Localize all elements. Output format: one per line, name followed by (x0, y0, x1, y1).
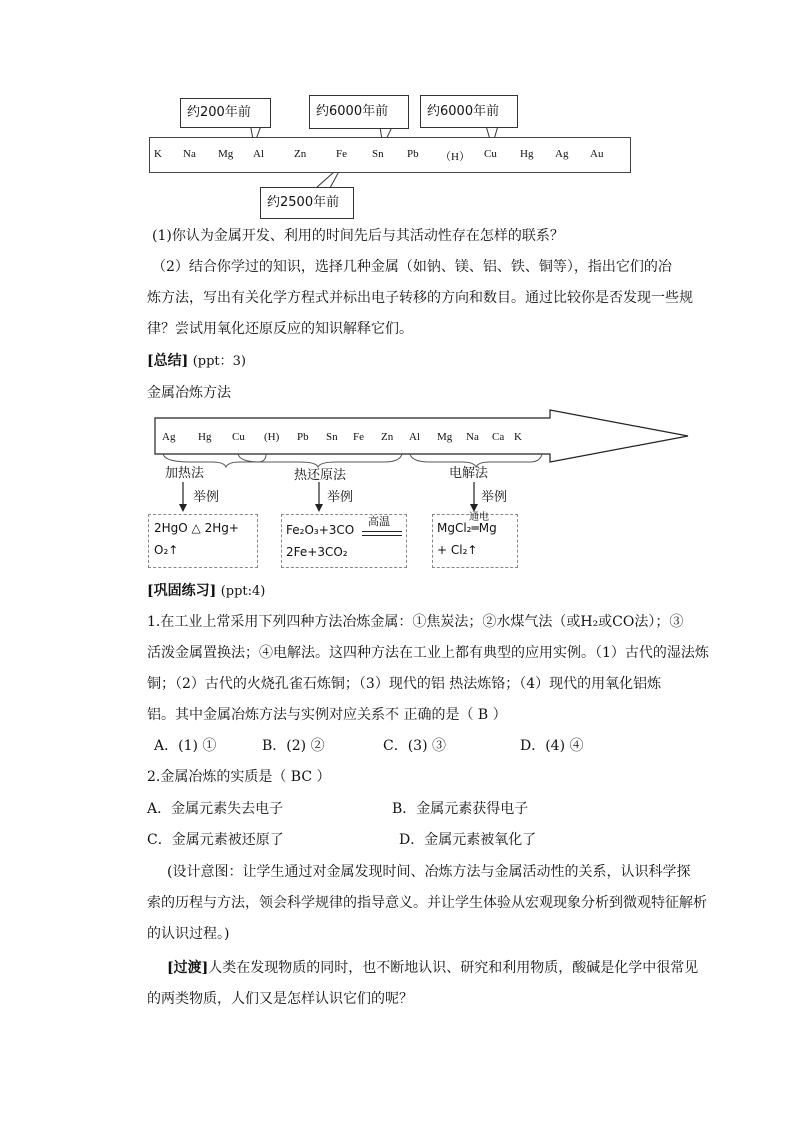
summary-title: 金属冶炼方法 (147, 385, 231, 401)
option-b: B．金属元素获得电子 (392, 801, 529, 817)
option-d: D．金属元素被氧化了 (399, 832, 537, 848)
practice-q1-line: 活泼金属置换法；④电解法。这四种方法在工业上都有典型的应用实例。（1）古代的湿法炼 (147, 645, 709, 661)
option-c: C．(3) ③ (383, 738, 446, 754)
arrow-metal: Mg (437, 431, 453, 443)
option-d: D．(4) ④ (520, 738, 584, 754)
seq-metal: Mg (218, 148, 234, 160)
arrow-metal: Al (409, 431, 420, 443)
question-1: (1)你认为金属开发、利用的时间先后与其活动性存在怎样的联系？ (152, 228, 564, 244)
practice-q1-line: 铝。其中金属冶炼方法与实例对应关系不 正确的是（ B ） (147, 707, 507, 723)
arrow-metal: Pb (297, 431, 309, 443)
reaction-condition: 高温 (368, 515, 390, 528)
callout-200-years: 约200年前 (180, 98, 271, 128)
equals-sign (362, 531, 402, 536)
example-heating-box (148, 514, 258, 568)
design-intent-line: (设计意图：让学生通过对金属发现时间、冶炼方法与金属活动性的关系，认识科学探 (167, 864, 691, 880)
question-2-line: 炼方法，写出有关化学方程式并标出电子转移的方向和数目。通过比较你是否发现一些规 (147, 290, 693, 306)
seq-metal: （H） (440, 151, 470, 163)
practice-ppt: (ppt:4) (220, 584, 266, 599)
seq-metal: Fe (336, 148, 347, 160)
seq-metal: Cu (484, 148, 497, 160)
question-2-line: 律？尝试用氧化还原反应的知识解释它们。 (147, 321, 413, 337)
example-electrolysis-box (432, 514, 518, 568)
summary-heading (147, 346, 246, 377)
arrow-metal: Sn (326, 431, 338, 443)
arrow-metal: (H) (264, 431, 280, 443)
method-reduction-label: 热还原法 (294, 468, 347, 483)
seq-metal: Sn (372, 148, 384, 160)
transition-tag: [过渡] (167, 960, 209, 976)
design-intent-line: 索的历程与方法，领会科学规律的指导意义。并让学生体验从宏观现象分析到微观特征解析 (147, 895, 707, 911)
practice-q2-stem: 2.金属冶炼的实质是（ BC ） (147, 769, 331, 785)
example-label: 举例 (327, 490, 354, 505)
arrow-metal: Fe (353, 431, 364, 443)
option-a: A．(1) ① (154, 738, 217, 754)
seq-metal: Hg (520, 148, 534, 160)
arrow-metal: Hg (198, 431, 212, 443)
practice-q1-line: 铜；（2）古代的火烧孔雀石炼铜；（3）现代的铝 热法炼铬；（4）现代的用氧化铝炼 (147, 676, 662, 692)
practice-heading (147, 576, 265, 607)
arrow-metal: K (514, 431, 522, 443)
summary-ppt: (ppt：3) (192, 354, 246, 369)
equation-line: MgCl₂═Mg (437, 521, 497, 535)
arrow-metal: Na (466, 431, 479, 443)
equation-line: 2HgO △ 2Hg+ (154, 521, 239, 535)
option-c: C．金属元素被还原了 (147, 832, 284, 848)
summary-tag: [总结] (147, 353, 189, 369)
arrow-metal: Ag (162, 431, 176, 443)
seq-metal: K (154, 148, 162, 160)
equation-line: 2Fe+3CO₂ (286, 545, 348, 559)
equation-line: Fe₂O₃+3CO (286, 523, 355, 537)
practice-q1-line: 1.在工业上常采用下列四种方法冶炼金属：①焦炭法；②水煤气法（或H₂或CO法）；③ (147, 614, 684, 630)
arrow-metal: Cu (232, 431, 245, 443)
seq-metal: Al (253, 148, 264, 160)
transition-text: 人类在发现物质的同时，也不断地认识、研究和利用物质，酸碱是化学中很常见 (208, 960, 699, 976)
reaction-condition: 通电 (469, 512, 489, 523)
practice-tag: [巩固练习] (147, 583, 217, 599)
arrow-metal: Zn (381, 431, 394, 443)
equation-line: + Cl₂↑ (437, 543, 478, 557)
transition-line (167, 953, 698, 984)
option-b: B．(2) ② (262, 738, 325, 754)
seq-metal: Zn (294, 148, 307, 160)
option-a: A．金属元素失去电子 (147, 801, 284, 817)
transition-line: 的两类物质，人们又是怎样认识它们的呢？ (147, 991, 413, 1007)
arrow-metal: Ca (492, 431, 505, 443)
seq-metal: Pb (407, 148, 419, 160)
design-intent-line: 的认识过程。) (147, 926, 230, 942)
question-2-line: （2）结合你学过的知识，选择几种金属（如钠、镁、铝、铁、铜等），指出它们的冶 (152, 259, 672, 275)
example-label: 举例 (193, 490, 220, 505)
seq-metal: Ag (555, 148, 569, 160)
method-heating-label: 加热法 (165, 466, 205, 481)
callout-6000-years-sn: 约6000年前 (309, 95, 409, 129)
callout-6000-years-cu: 约6000年前 (420, 95, 518, 128)
seq-metal: Au (590, 148, 604, 160)
callout-2500-years: 约2500年前 (260, 187, 354, 219)
example-reduction-box (281, 514, 407, 568)
method-electrolysis-label: 电解法 (449, 466, 489, 481)
seq-metal: Na (183, 148, 196, 160)
equation-line: O₂↑ (154, 543, 179, 557)
example-label: 举例 (481, 490, 508, 505)
